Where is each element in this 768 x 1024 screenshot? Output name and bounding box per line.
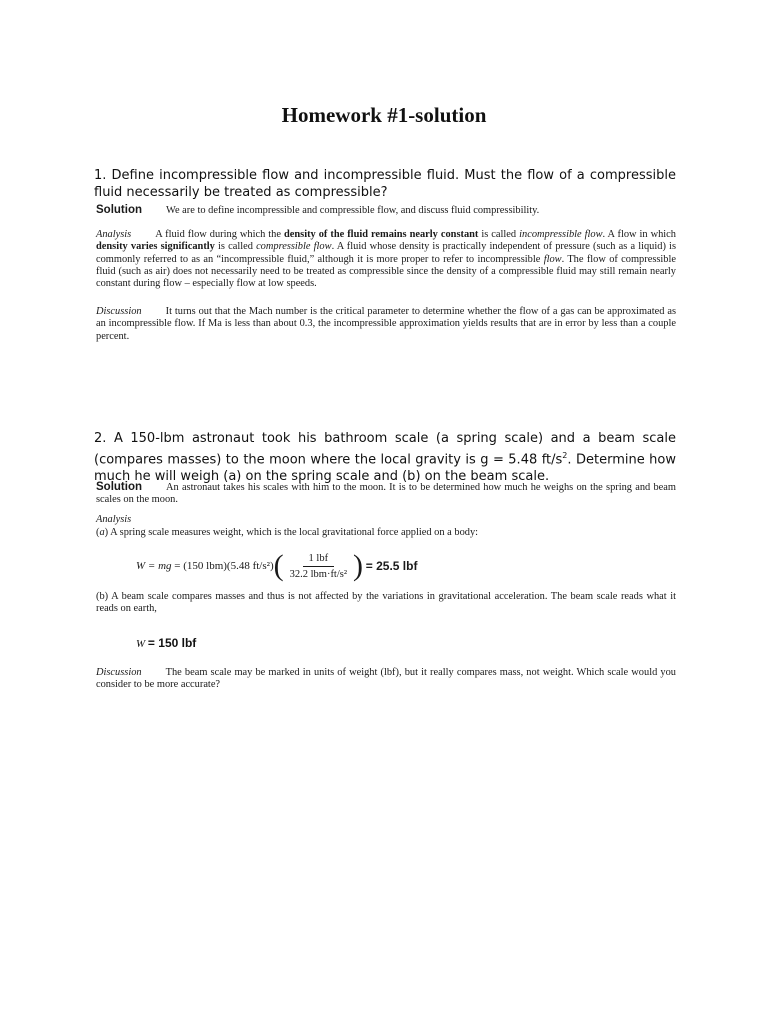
q2-part-b-paragraph: (b) A beam scale compares masses and thus is not affected by the variations in gravitational acceleration. The beam scale reads what it reads on earth, bbox=[96, 591, 676, 615]
q2-part-a-open-paren: ( bbox=[96, 527, 100, 538]
weight-equation bbox=[136, 548, 417, 584]
q2-discussion-text: The beam scale may be marked in units of weight (lbf), but it really compares mass, not weight. Which scale would you consider to be more accurate? bbox=[96, 667, 676, 691]
q1-analysis-italic-3: flow bbox=[543, 253, 562, 265]
equation2-lhs: W bbox=[136, 638, 146, 650]
q1-solution-text: We are to define incompressible and compressible flow, and discuss fluid compressibility. bbox=[166, 205, 540, 216]
q1-analysis-text-3: . A flow in which bbox=[602, 229, 676, 240]
q2-part-a-paragraph bbox=[96, 527, 676, 539]
q1-analysis-label: Analysis bbox=[96, 229, 132, 240]
q1-analysis-bold-1: density of the fluid remains nearly constant bbox=[283, 229, 479, 240]
right-paren-glyph: ) bbox=[353, 549, 364, 582]
q1-analysis-bold-2: density varies significantly bbox=[96, 241, 215, 253]
equation-result: = 25.5 lbf bbox=[365, 559, 418, 573]
q2-solution-paragraph bbox=[96, 481, 676, 507]
q1-discussion-paragraph bbox=[96, 306, 676, 343]
q1-analysis-italic-1: incompressible flow bbox=[519, 229, 603, 240]
q2-part-a-letter: a bbox=[99, 527, 105, 538]
question-2-text-b: . Determine how much he will weigh (a) on the spring scale and (b) on the beam scale. bbox=[94, 452, 676, 485]
q2-discussion-label: Discussion bbox=[96, 667, 142, 678]
q1-analysis-text-4: is called bbox=[218, 241, 253, 253]
question-2-text-a: 2. A 150-lbm astronaut took his bathroom scale (a spring scale) and a beam scale (compares masses) to the moon where the local gravity is g = 5.48 ft/s bbox=[94, 431, 676, 468]
beam-scale-equation bbox=[136, 636, 196, 650]
q1-solution-label: Solution bbox=[96, 204, 142, 216]
fraction-numerator: 1 lbf bbox=[303, 553, 335, 567]
q2-discussion-paragraph bbox=[96, 667, 676, 692]
q1-analysis-text-5: . A fluid whose density is practically independent of pressure (such as a liquid) is commonly referred to as an “incompressible fluid,” although it is more proper to refer to incompressible bbox=[96, 241, 676, 265]
question-2 bbox=[94, 430, 676, 485]
conversion-fraction bbox=[286, 553, 351, 580]
q2-solution-text: An astronaut takes his scales with him to the moon. It is to be determined how much he weighs on the spring and beam scales on the moon. bbox=[96, 482, 676, 506]
q2-analysis-label: Analysis bbox=[96, 514, 132, 525]
q2-solution-label: Solution bbox=[96, 481, 142, 493]
q2-analysis-heading bbox=[96, 514, 676, 526]
q1-analysis-text-2: is called bbox=[481, 229, 517, 240]
question-1: 1. Define incompressible flow and incompressible fluid. Must the flow of a compressible fluid necessarily be treated as compressible? bbox=[94, 168, 676, 200]
equation-middle: = (150 lbm)(5.48 ft/s²) bbox=[174, 560, 274, 572]
q1-discussion-label: Discussion bbox=[96, 306, 142, 317]
q1-analysis-text-6: . The flow of compressible fluid (such as air) does not necessarily need to be treated as compressible since the density of a compressible fluid may still remain nearly constant during flow – especially flow at low speeds. bbox=[96, 253, 676, 290]
equation2-result: = 150 lbf bbox=[147, 636, 197, 650]
q1-analysis-paragraph bbox=[96, 229, 676, 290]
equation-lhs: W = mg bbox=[136, 560, 172, 572]
q1-solution-paragraph bbox=[96, 204, 676, 217]
fraction-denominator: 32.2 lbm·ft/s² bbox=[289, 568, 348, 580]
left-paren-glyph: ( bbox=[273, 549, 284, 582]
q2-part-a-text: ) A spring scale measures weight, which is the local gravitational force applied on a body: bbox=[104, 527, 479, 538]
question-2-superscript: 2 bbox=[562, 451, 568, 460]
q1-analysis-text-1: A fluid flow during which the bbox=[155, 229, 281, 240]
q1-discussion-text: It turns out that the Mach number is the critical parameter to determine whether the flow of a gas can be approximated as an incompressible flow. If Ma is less than about 0.3, the incompressible approximation yields results that are in error by less than a couple percent. bbox=[96, 306, 676, 342]
q1-analysis-italic-2: compressible flow bbox=[256, 241, 332, 253]
page-title: Homework #1-solution bbox=[281, 103, 487, 127]
